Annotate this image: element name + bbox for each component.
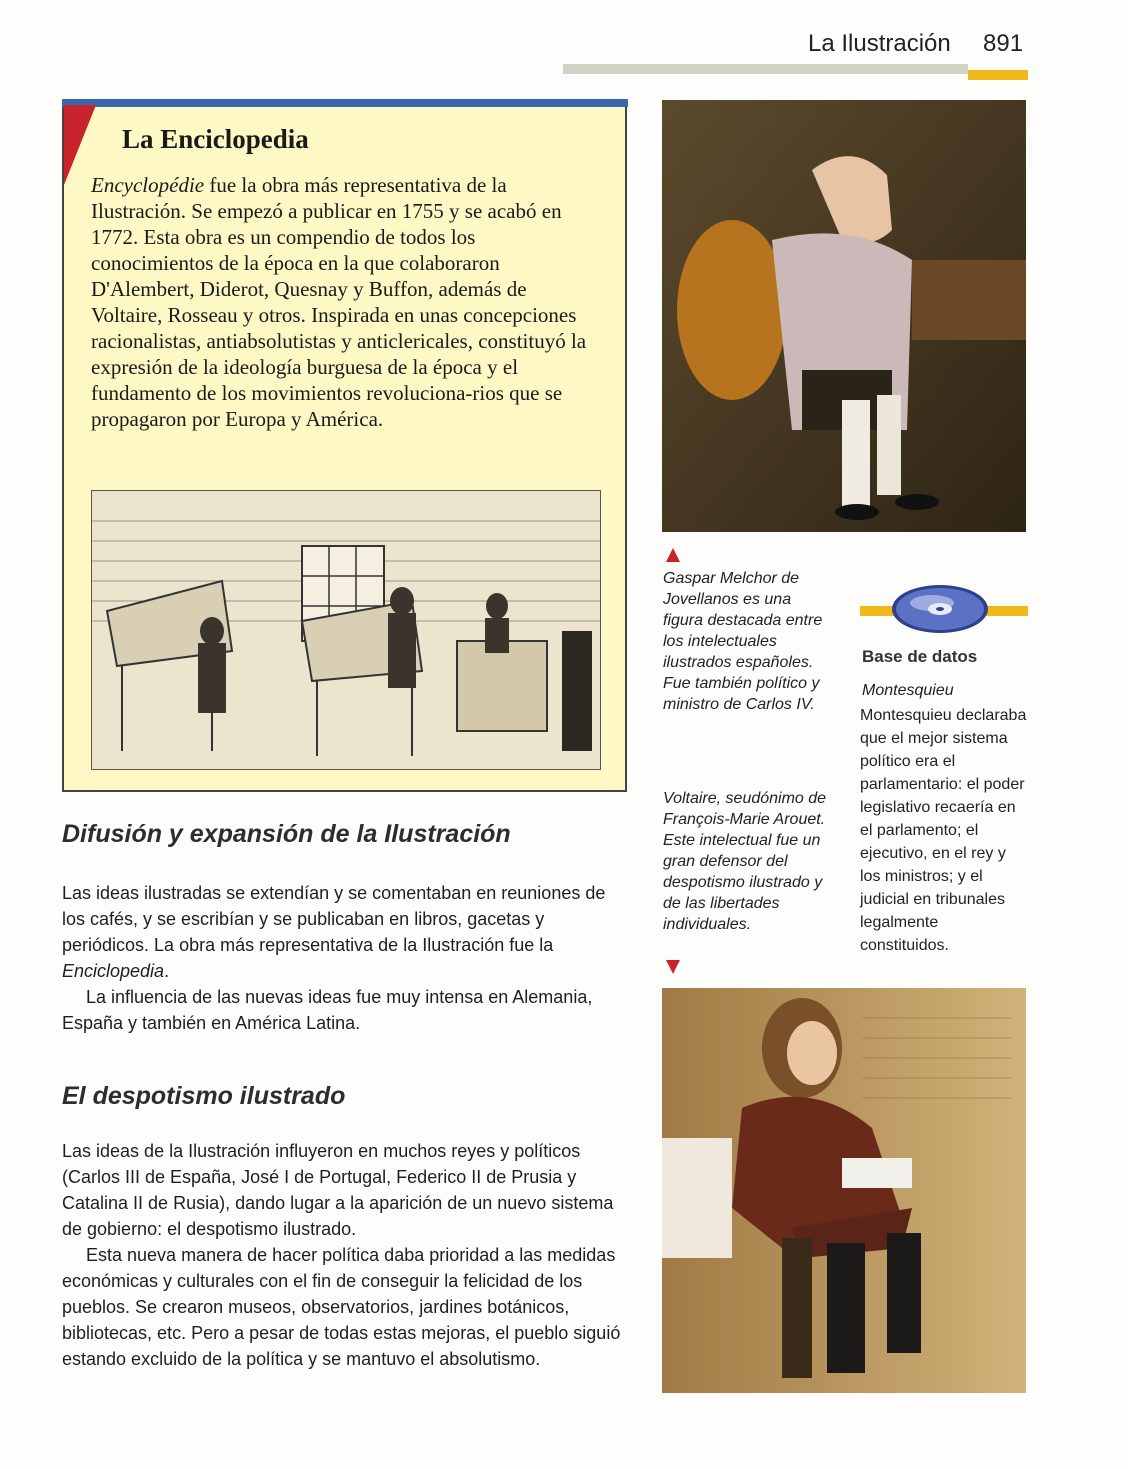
despotismo-paragraph-1: Las ideas de la Ilustración influyeron en muchos reyes y políticos (Carlos III de España, José I de Portugal, Federico II de Prusia y Catalina II de Rusia), dando lugar a la aparición de un nuevo sistema de gobierno: el despotismo ilustrado. [62, 1141, 614, 1239]
database-subtitle: Montesquieu [862, 682, 954, 699]
section-heading-despotismo: El despotismo ilustrado [62, 1082, 346, 1110]
difusion-paragraph-1 [62, 880, 627, 984]
voltaire-portrait-image [662, 988, 1026, 1393]
difusion-text [62, 880, 627, 1036]
section-heading-difusion: Difusión y expansión de la Ilustración [62, 820, 511, 848]
cd-disc-icon [890, 583, 990, 640]
despotismo-paragraph-2: Esta nueva manera de hacer política daba prioridad a las medidas económicas y culturales con el fin de conseguir la felicidad de los pueblos. Se crearon museos, observatorios, jardines botánicos, bibliotecas, etc. Pero a pesar de todas estas mejoras, el pueblo siguió estando excluido de la política y se mantuvo el absolutismo. [62, 1245, 621, 1369]
enciclopedia-italic: Enciclopedia [62, 961, 165, 981]
header-accent-bar [968, 70, 1028, 80]
encyclopedia-body: fue la obra más representativa de la Ilustración. Se empezó a publicar en 1755 y se acabó en 1772. Esta obra es un compendio de todos los conocimientos de la época en la que colaboraron D'Alembert, Diderot, Quesnay y Buffon, además de Voltaire, Rosseau y otros. Inspirada en unas concepciones racionalistas, antiabsolutistas y anticlericales, constituyó la expresión de la ideología burguesa de la época y el fundamento de los movimientos revoluciona-rios que se propagaron por Europa y América. [91, 173, 587, 431]
jovellanos-caption: Gaspar Melchor de Jovellanos es una figura destacada entre los intelectuales ilustrados españoles. Fue también político y ministro de Carlos IV. [663, 570, 823, 713]
database-text: Montesquieu declaraba que el mejor sistema político era el parlamentario: el poder legislativo recaería en el parlamento; el ejecutivo, en el rey y los ministros; y el judicial en tribunales legalmente constituidos. [860, 707, 1027, 954]
page-number: 891 [983, 30, 1024, 57]
difusion-p1-end: . [164, 961, 170, 981]
encyclopedia-text [91, 172, 591, 432]
encyclopedie-italic: Encyclopédie [91, 173, 205, 197]
voltaire-caption: Voltaire, seudónimo de François-Marie Arouet. Este intelectual fue un gran defensor del despotismo ilustrado y de las libertades individuales. [663, 790, 827, 933]
header-rule [563, 64, 968, 74]
running-header-title: La Ilustración [808, 30, 951, 57]
encyclopedia-title: La Enciclopedia [122, 124, 309, 154]
caption-up-arrow-icon [666, 548, 680, 562]
database-title: Base de datos [862, 647, 978, 666]
despotismo-text [62, 1138, 627, 1372]
jovellanos-portrait-image [662, 100, 1026, 532]
encyclopedia-box-top-bar [62, 99, 628, 107]
caption-down-arrow-icon [666, 960, 680, 974]
difusion-paragraph-2: La influencia de las nuevas ideas fue muy intensa en Alemania, España y también en América Latina. [62, 987, 593, 1033]
print-shop-engraving-image [91, 490, 601, 770]
difusion-p1-start: Las ideas ilustradas se extendían y se comentaban en reuniones de los cafés, y se escribían y se publicaban en libros, gacetas y periódicos. La obra más representativa de la Ilustración fue la [62, 883, 606, 955]
